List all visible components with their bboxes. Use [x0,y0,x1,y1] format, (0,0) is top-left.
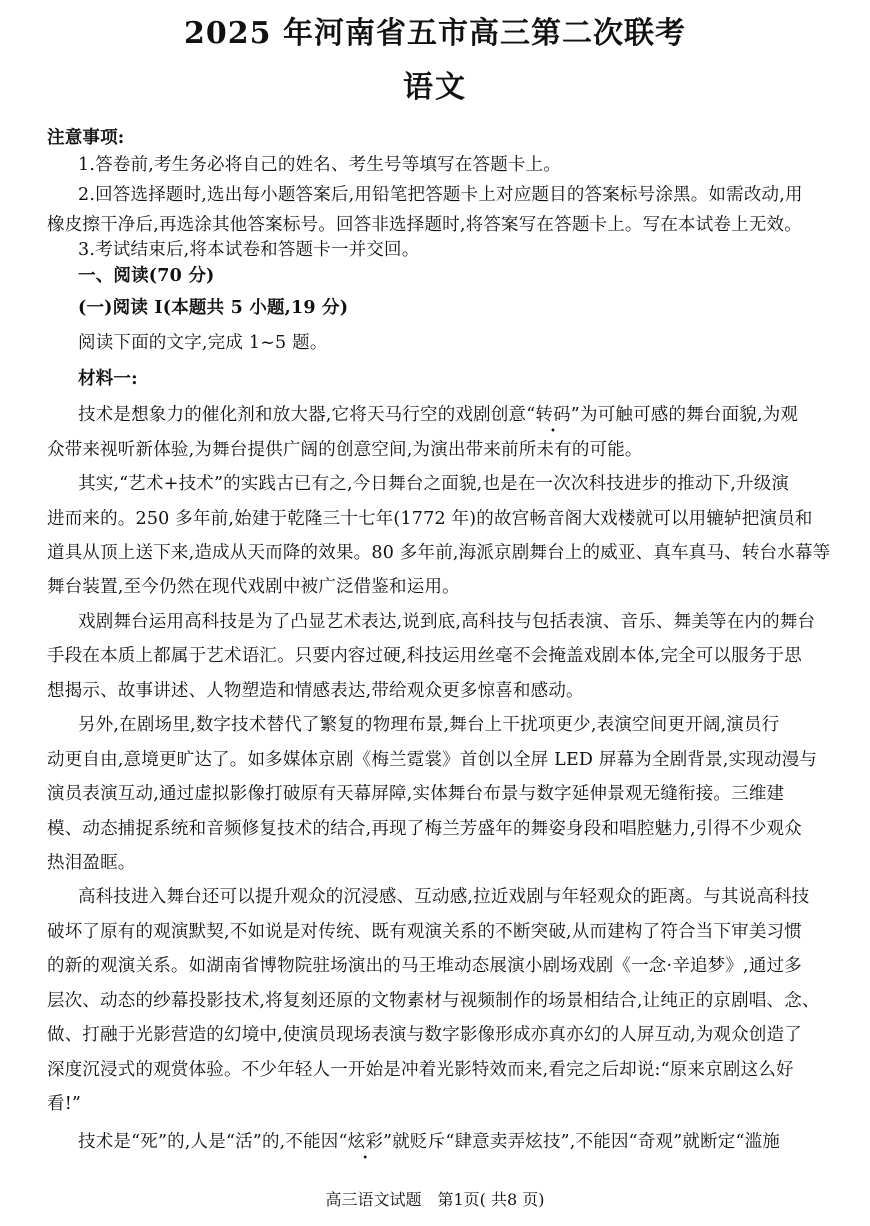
notice-item: 3.考试结束后,将本试卷和答题卡一并交回。 [78,240,420,260]
paragraph-line: 另外,在剧场里,数字技术替代了繁复的物理布景,舞台上干扰项更少,表演空间更开阔,演员行 [78,715,780,735]
paragraph-line: 其实,“艺术+技术”的实践古已有之,今日舞台之面貌,也是在一次次科技进步的推动下,升级演 [78,474,790,494]
paragraph-line: 想揭示、故事讲述、人物塑造和情感表达,带给观众更多惊喜和感动。 [47,681,584,701]
paragraph-line: 演员表演互动,通过虚拟影像打破原有天幕屏障,实体舞台布景与数字延伸景观无缝衔接。三维建 [47,784,785,804]
paragraph-line: 模、动态捕捉系统和音频修复技术的结合,再现了梅兰芳盛年的舞姿身段和唱腔魅力,引得不少观众 [47,819,802,839]
paragraph-line: 进而来的。250 多年前,始建于乾隆三十七年(1772 年)的故宫畅音阁大戏楼就可以用辘轳把演员和 [47,509,813,529]
paragraph-line: 动更自由,意境更旷达了。如多媒体京剧《梅兰霓裳》首创以全屏 LED 屏幕为全剧背景,实现动漫与 [47,750,818,770]
paragraph-line: 舞台装置,至今仍然在现代戏剧中被广泛借鉴和运用。 [47,577,460,597]
notice-item: 1.答卷前,考生务必将自己的姓名、考生号等填写在答题卡上。 [78,155,562,175]
notice-item: 橡皮擦干净后,再选涂其他答案标号。回答非选择题时,将答案写在答题卡上。写在本试卷上无效。 [47,215,802,235]
emphasized-text: “转码” • [526,405,580,425]
paragraph-line: 的新的观演关系。如湖南省博物院驻场演出的马王堆动态展演小剧场戏剧《一念·辛追梦》,通过多 [47,956,802,976]
section-heading: 一、阅读(70 分) [78,266,215,286]
paragraph-line: 手段在本质上都属于艺术语汇。只要内容过硬,科技运用丝毫不会掩盖戏剧本体,完全可以服务于思 [47,646,802,666]
paragraph-line [78,1130,827,1154]
text-run: 技术是想象力的催化剂和放大器,它将天马行空的戏剧创意 [78,405,527,425]
text-run: 为可触可感的舞台面貌,为观 [579,405,799,425]
text-run: 就贬斥“肆意卖弄炫技”,不能因“奇观”就断定“滥施 [392,1132,781,1152]
notice-item: 2.回答选择题时,选出每小题答案后,用铅笔把答题卡上对应题目的答案标号涂黑。如需改动,用 [78,185,803,205]
paragraph-line: 做、打融于光影营造的幻境中,使演员现场表演与数字影像形成亦真亦幻的人屏互动,为观众创造了 [47,1025,802,1045]
page-footer: 高三语文试题 第1页( 共8 页) [325,1190,545,1209]
subject-title: 语文 [403,70,467,105]
sub-section-heading: (一)阅读 I(本题共 5 小题,19 分) [78,298,349,318]
paragraph-line: 戏剧舞台运用高科技是为了凸显艺术表达,说到底,高科技与包括表演、音乐、舞美等在内的舞台 [78,612,816,632]
paragraph-line: 看!” [47,1094,82,1114]
paragraph-line: 道具从顶上送下来,造成从天而降的效果。80 多年前,海派京剧舞台上的威亚、真车真马、转台水幕等 [47,543,831,563]
emphasized-text: “炫彩” • [339,1132,393,1152]
text-run: 技术是“死”的,人是“活”的,不能因 [78,1132,339,1152]
paragraph-line: 深度沉浸式的观赏体验。不少年轻人一开始是冲着光影特效而来,看完之后却说:“原来京剧这么好 [47,1060,794,1080]
paragraph-line: 高科技进入舞台还可以提升观众的沉浸感、互动感,拉近戏剧与年轻观众的距离。与其说高科技 [78,887,810,907]
paragraph-line: 热泪盈眶。 [47,853,136,873]
paragraph-line: 破坏了原有的观演默契,不如说是对传统、既有观演关系的不断突破,从而建构了符合当下审美习惯 [47,922,802,942]
exam-title: 2025 年河南省五市高三第二次联考 [184,16,686,51]
instruction-text: 阅读下面的文字,完成 1~5 题。 [78,333,328,353]
paragraph-line [78,403,827,427]
material-label: 材料一: [78,369,138,389]
notice-heading: 注意事项: [47,128,125,148]
paragraph-line: 众带来视听新体验,为舞台提供广阔的创意空间,为演出带来前所未有的可能。 [47,440,643,460]
paragraph-line: 层次、动态的纱幕投影技术,将复刻还原的文物素材与视频制作的场景相结合,让纯正的京剧唱、念、 [47,991,820,1011]
